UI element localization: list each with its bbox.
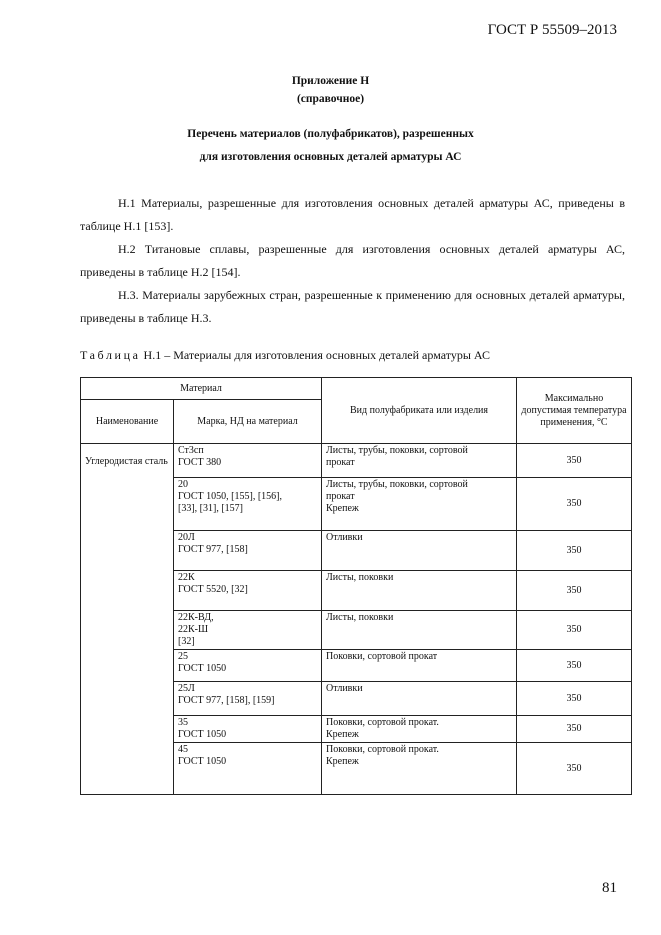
semi-product-line: Крепеж — [326, 503, 359, 514]
grade-cell — [174, 716, 322, 743]
semi-product-line: Листы, поковки — [326, 572, 394, 583]
max-temperature-cell: 350 — [517, 650, 632, 682]
grade-cell — [174, 743, 322, 795]
max-temperature-cell: 350 — [517, 611, 632, 650]
paragraph-h3: Н.3. Материалы зарубежных стран, разрешенные к применению для основных деталей арматуры, приведены в таблице Н.3. — [80, 288, 625, 325]
semi-product-line: Отливки — [326, 683, 363, 694]
semi-product-line: Отливки — [326, 532, 363, 543]
header-grade: Марка, НД на материал — [174, 400, 322, 444]
grade-cell — [174, 531, 322, 571]
semi-product-cell — [322, 531, 517, 571]
grade-line: ГОСТ 977, [158] — [178, 544, 248, 555]
semi-product-cell — [322, 444, 517, 478]
semi-product-cell — [322, 650, 517, 682]
grade-line: ГОСТ 977, [158], [159] — [178, 695, 275, 706]
material-group-name: Углеродистая сталь — [81, 444, 174, 795]
header-semi-product: Вид полуфабриката или изделия — [322, 378, 517, 444]
semi-product-cell — [322, 682, 517, 716]
max-temperature-cell: 350 — [517, 571, 632, 611]
grade-cell — [174, 478, 322, 531]
max-temperature-cell: 350 — [517, 531, 632, 571]
grade-cell — [174, 611, 322, 650]
grade-line: 45 — [178, 744, 188, 755]
grade-line: ГОСТ 1050, [155], [156], — [178, 491, 282, 502]
grade-line: 22К-Ш — [178, 624, 209, 635]
standard-number: ГОСТ Р 55509–2013 — [487, 22, 617, 38]
grade-line: 25 — [178, 651, 188, 662]
table-caption-prefix: Таблица — [80, 348, 141, 362]
grade-line: 25Л — [178, 683, 195, 694]
grade-line: 22К — [178, 572, 195, 583]
max-temperature-cell: 350 — [517, 478, 632, 531]
max-temperature-cell: 350 — [517, 743, 632, 795]
grade-line: ГОСТ 1050 — [178, 663, 227, 674]
semi-product-line: Поковки, сортовой прокат. — [326, 717, 439, 728]
header-max-temperature: Максимально допустимая температура применения, °С — [517, 378, 632, 444]
table-caption-text: Н.1 – Материалы для изготовления основных деталей арматуры АС — [140, 348, 490, 362]
semi-product-line: прокат — [326, 491, 355, 502]
semi-product-cell — [322, 611, 517, 650]
paragraph-h2: Н.2 Титановые сплавы, разрешенные для изготовления основных деталей арматуры АС, приведены в таблице Н.2 [154]. — [80, 242, 625, 279]
grade-line: 20Л — [178, 532, 195, 543]
semi-product-cell — [322, 716, 517, 743]
max-temperature-cell: 350 — [517, 682, 632, 716]
materials-table — [80, 377, 632, 795]
grade-line: ГОСТ 380 — [178, 457, 222, 468]
grade-cell — [174, 444, 322, 478]
grade-line: [32] — [178, 636, 195, 647]
appendix-heading-line2: для изготовления основных деталей арматуры АС — [199, 151, 462, 163]
grade-line: [33], [31], [157] — [178, 503, 243, 514]
semi-product-line: Крепеж — [326, 729, 359, 740]
semi-product-line: Поковки, сортовой прокат — [326, 651, 438, 662]
semi-product-cell — [322, 478, 517, 531]
grade-cell — [174, 682, 322, 716]
paragraph-h1: Н.1 Материалы, разрешенные для изготовления основных деталей арматуры АС, приведены в таблице Н.1 [153]. — [80, 196, 625, 233]
table-row — [81, 444, 632, 478]
semi-product-line: Поковки, сортовой прокат. — [326, 744, 439, 755]
appendix-subtitle: (справочное) — [296, 93, 365, 105]
grade-cell — [174, 571, 322, 611]
semi-product-line: Листы, трубы, поковки, сортовой — [326, 445, 468, 456]
max-temperature-cell: 350 — [517, 444, 632, 478]
grade-line: 20 — [178, 479, 188, 490]
semi-product-line: Листы, поковки — [326, 612, 394, 623]
header-name: Наименование — [81, 400, 174, 444]
grade-line: 35 — [178, 717, 188, 728]
table-caption — [80, 348, 490, 363]
grade-line: ГОСТ 1050 — [178, 756, 227, 767]
header-material: Материал — [81, 378, 322, 400]
semi-product-cell — [322, 571, 517, 611]
grade-line: Ст3сп — [178, 445, 204, 456]
semi-product-line: прокат — [326, 457, 355, 468]
grade-cell — [174, 650, 322, 682]
max-temperature-cell: 350 — [517, 716, 632, 743]
appendix-title: Приложение Н — [291, 75, 370, 87]
semi-product-line: Листы, трубы, поковки, сортовой — [326, 479, 468, 490]
grade-line: ГОСТ 5520, [32] — [178, 584, 248, 595]
page-number: 81 — [602, 880, 617, 896]
appendix-heading-line1: Перечень материалов (полуфабрикатов), разрешенных — [187, 128, 474, 140]
semi-product-line: Крепеж — [326, 756, 359, 767]
semi-product-cell — [322, 743, 517, 795]
grade-line: 22К-ВД, — [178, 612, 214, 623]
grade-line: ГОСТ 1050 — [178, 729, 227, 740]
